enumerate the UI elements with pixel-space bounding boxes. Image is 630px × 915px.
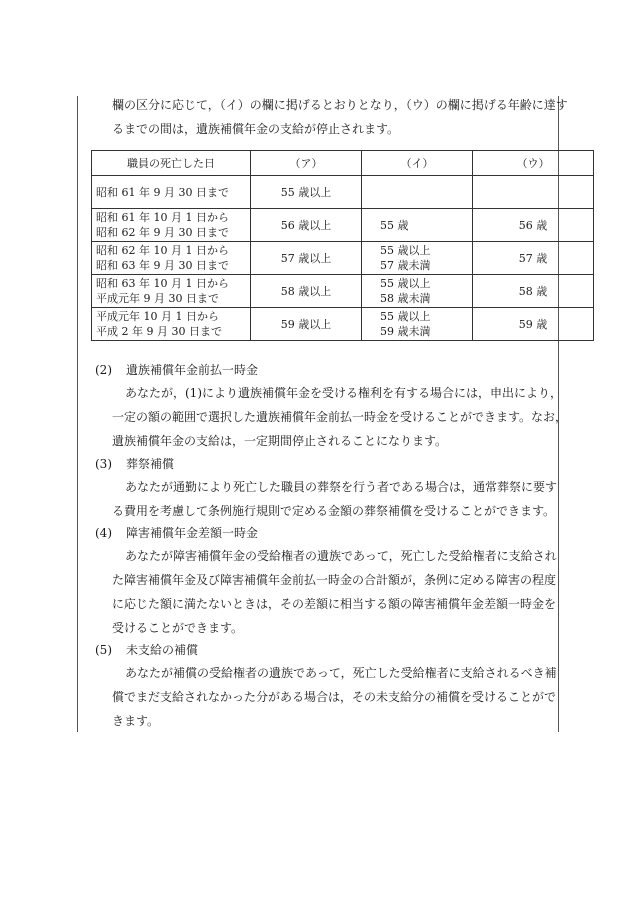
section-line: あなたが通勤により死亡した職員の葬祭を行う者である場合は，通常葬祭に要す [125,480,558,494]
row-age-b: 55 歳以上 58 歳未満 [362,275,473,308]
row-age-c: 59 歳 [473,308,594,341]
row-age-c [473,176,594,209]
section-heading-2 [95,360,258,380]
intro-line-2: るまでの間は，遺族補償年金の支給が停止されます。 [112,122,400,136]
section-title: 遺族補償年金前払一時金 [126,363,259,377]
section-heading-5 [95,640,198,660]
section-line: る費用を考慮して条例施行規則で定める金額の葬祭補償を受けることができます。 [112,504,556,518]
row-age-b: 55 歳以上 57 歳未満 [362,242,473,275]
section-line: 受けることができます。 [112,621,244,635]
table-row [92,242,594,275]
col-header-a: （ア） [251,151,362,176]
table-header-row [92,151,594,176]
row-age-c: 56 歳 [473,209,594,242]
row-date: 昭和 61 年 9 月 30 日まで [92,176,251,209]
section-number: (2) [95,363,112,377]
section-number: (4) [95,526,112,540]
row-date: 昭和 62 年 10 月 1 日から 昭和 63 年 9 月 30 日まで [92,242,251,275]
intro-line-1: 欄の区分に応じて，（イ）の欄に掲げるとおりとなり，（ウ）の欄に掲げる年齢に達す [112,98,568,112]
section-number: (3) [95,457,112,471]
section-line: 遺族補償年金の支給は，一定期間停止されることになります。 [112,434,448,448]
section-heading-3 [95,454,174,474]
section-line: あなたが補償の受給権者の遺族であって，死亡した受給権者に支給されるべき補 [125,666,557,680]
section-line: 一定の額の範囲で選択した遺族補償年金前払一時金を受けることができます。なお， [112,410,568,424]
col-header-date: 職員の死亡した日 [92,151,251,176]
row-age-c: 58 歳 [473,275,594,308]
row-age-b: 55 歳以上 59 歳未満 [362,308,473,341]
table-row [92,308,594,341]
row-date: 昭和 63 年 10 月 1 日から 平成元年 9 月 30 日まで [92,275,251,308]
row-age-a: 55 歳以上 [251,176,362,209]
row-age-a: 56 歳以上 [251,209,362,242]
section-title: 未支給の補償 [126,643,199,657]
section-heading-4 [95,523,258,543]
age-table [91,150,594,341]
section-title: 葬祭補償 [126,457,175,471]
table-row [92,176,594,209]
row-age-a: 57 歳以上 [251,242,362,275]
row-age-c: 57 歳 [473,242,594,275]
row-date: 平成元年 10 月 1 日から 平成 2 年 9 月 30 日まで [92,308,251,341]
row-age-b: 55 歳 [362,209,473,242]
row-age-a: 59 歳以上 [251,308,362,341]
section-line: た障害補償年金及び障害補償年金前払一時金の合計額が，条例に定める障害の程度 [112,573,557,587]
section-title: 障害補償年金差額一時金 [126,526,259,540]
row-date: 昭和 61 年 10 月 1 日から 昭和 62 年 9 月 30 日まで [92,209,251,242]
table-row [92,275,594,308]
section-number: (5) [95,643,112,657]
row-age-a: 58 歳以上 [251,275,362,308]
table-row [92,209,594,242]
section-line: 償でまだ支給されなかった分がある場合は，その未支給分の補償を受けることがで [112,690,557,704]
section-line: に応じた額に満たないときは，その差額に相当する額の障害補償年金差額一時金を [112,597,557,611]
section-line: あなたが，(1)により遺族補償年金を受ける権利を有する場合には，申出により， [125,386,563,400]
col-header-b: （イ） [362,151,473,176]
col-header-c: （ウ） [473,151,594,176]
section-line: あなたが障害補償年金の受給権者の遺族であって，死亡した受給権者に支給され [125,549,557,563]
section-line: きます。 [112,714,160,728]
row-age-b [362,176,473,209]
